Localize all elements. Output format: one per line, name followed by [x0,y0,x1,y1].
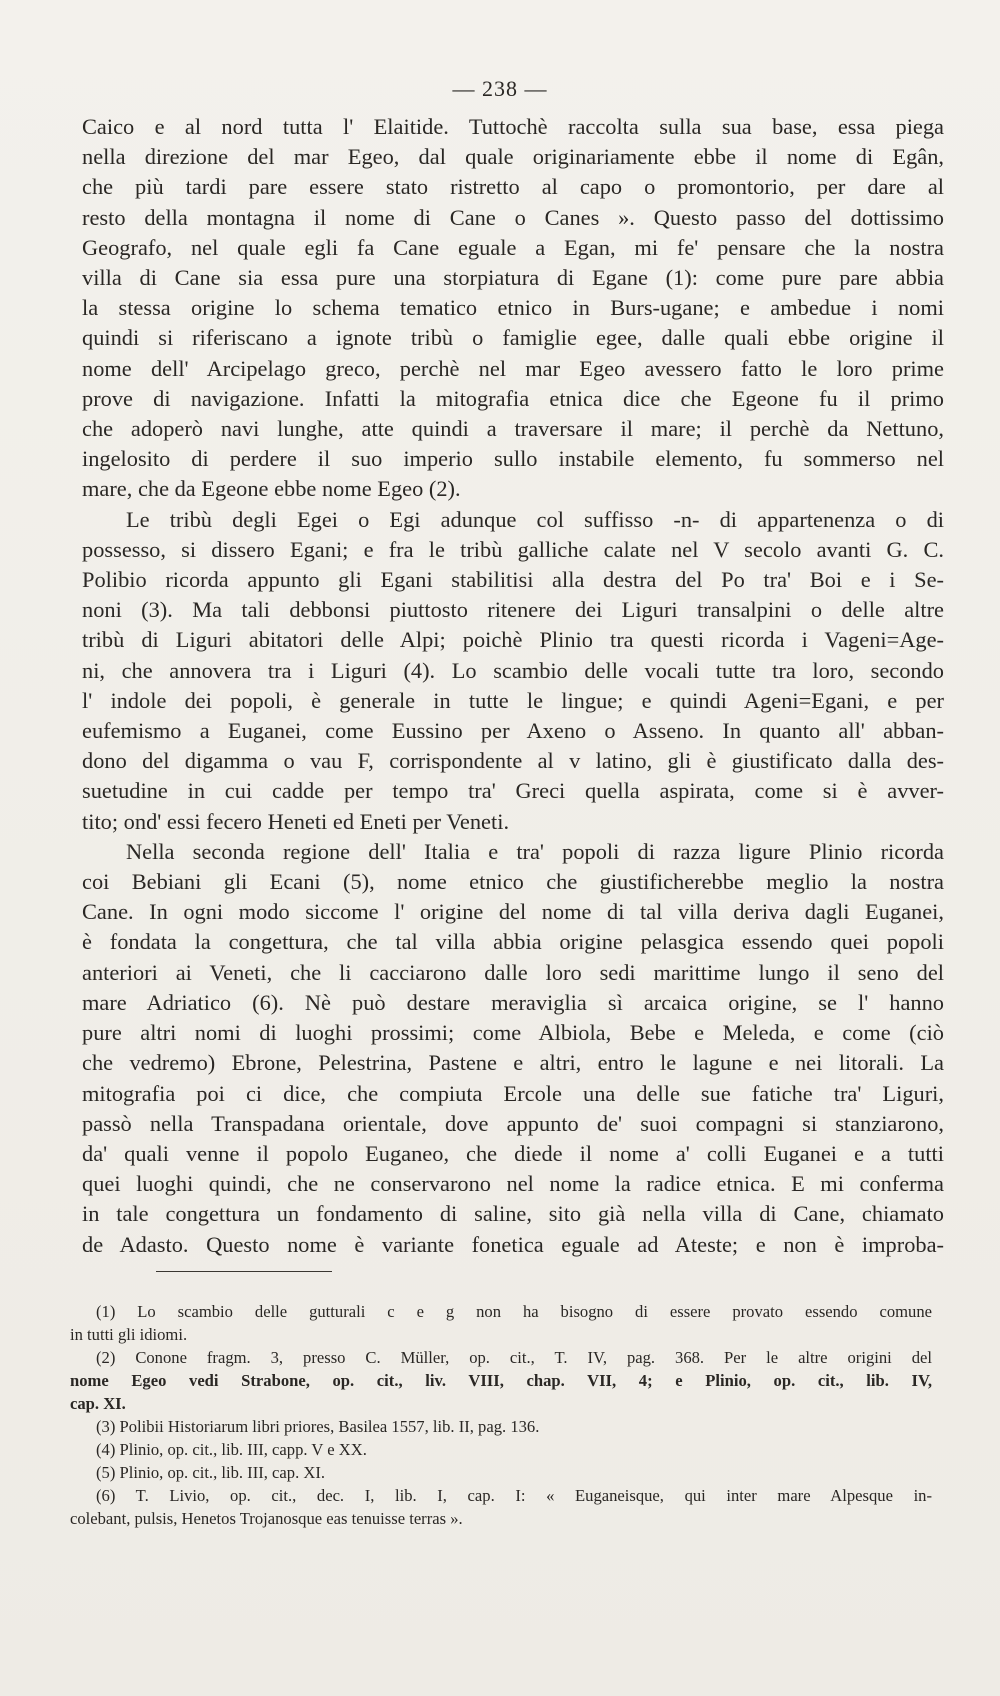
text-line: quindi si riferiscano a ignote tribù o famiglie egee, dalle quali ebbe origine il [82,325,944,351]
text-line: prove di navigazione. Infatti la mitografia etnica dice che Egeone fu il primo [82,385,944,411]
footnote-separator [156,1271,332,1272]
text-line: suetudine in cui cadde per tempo tra' Greci quella aspirata, come si è avver- [82,778,944,804]
text-line: Nella seconda regione dell' Italia e tra' popoli di razza ligure Plinio ricorda [126,838,944,864]
footnote-line: in tutti gli idiomi. [70,1325,188,1344]
footnote-line: (1) Lo scambio delle gutturali c e g non ha bisogno di essere provato essendo comune [96,1302,932,1321]
text-line: in tale congettura un fondamento di saline, sito già nella villa di Cane, chiamato [82,1201,944,1227]
footnote-line: (5) Plinio, op. cit., lib. III, cap. XI. [96,1463,326,1482]
text-line: noni (3). Ma tali debbonsi piuttosto ritenere dei Liguri transalpini o delle altre [82,597,944,623]
text-line: mare Adriatico (6). Nè può destare meraviglia sì arcaica origine, se l' hanno [82,989,944,1015]
text-line: nome dell' Arcipelago greco, perchè nel mar Egeo avessero fatto le loro prime [82,355,944,381]
text-line: Cane. In ogni modo siccome l' origine del nome di tal villa deriva dagli Euganei, [82,899,944,925]
footnote-line: (6) T. Livio, op. cit., dec. I, lib. I, cap. I: « Euganeisque, qui inter mare Alpesque in- [96,1486,932,1505]
text-line: è fondata la congettura, che tal villa abbia origine pelasgica essendo quei popoli [82,929,944,955]
text-line: tribù di Liguri abitatori delle Alpi; poichè Plinio tra questi ricorda i Vageni=Age- [82,627,944,653]
text-line: resto della montagna il nome di Cane o Canes ». Questo passo del dottissimo [82,204,944,230]
text-line: eufemismo a Euganei, come Eussino per Axeno o Asseno. In quanto all' abban- [82,718,944,744]
body-text [82,112,944,1260]
text-line: che adoperò navi lunghe, atte quindi a traversare il mare; il perchè da Nettuno, [82,416,944,442]
text-line: coi Bebiani gli Ecani (5), nome etnico che giustificherebbe meglio la nostra [82,869,944,895]
footnote-line: (4) Plinio, op. cit., lib. III, capp. V e XX. [96,1440,367,1459]
text-line: da' quali venne il popolo Euganeo, che diede il nome a' colli Euganei e a tutti [82,1140,944,1166]
text-line: de Adasto. Questo nome è variante fonetica eguale ad Ateste; e non è improba- [82,1231,944,1257]
footnote-line: colebant, pulsis, Henetos Trojanosque eas tenuisse terras ». [70,1509,463,1528]
text-line: villa di Cane sia essa pure una storpiatura di Egane (1): come pure pare abbia [82,265,944,291]
footnote-line: nome Egeo vedi Strabone, op. cit., liv. VIII, chap. VII, 4; e Plinio, op. cit., lib. IV, [70,1371,932,1390]
text-line: dono del digamma o vau F, corrispondente al v latino, gli è giustificato dalla des- [82,748,944,774]
text-line: ingelosito di perdere il suo imperio sullo instabile elemento, fu sommerso nel [82,446,944,472]
footnotes [70,1300,932,1530]
text-line: Caico e al nord tutta l' Elaitide. Tuttochè raccolta sulla sua base, essa piega [82,114,944,139]
text-line: possesso, si dissero Egani; e fra le tribù galliche calate nel V secolo avanti G. C. [82,536,944,562]
text-line: mitografia poi ci dice, che compiuta Ercole una delle sue fatiche tra' Liguri, [82,1080,944,1106]
text-line: mare, che da Egeone ebbe nome Egeo (2). [82,476,461,502]
text-line: anteriori ai Veneti, che li cacciarono dalle loro sedi marittime lungo il seno del [82,959,944,985]
text-line: passò nella Transpadana orientale, dove appunto de' suoi compagni si stanziarono, [82,1110,944,1136]
text-line: che più tardi pare essere stato ristretto al capo o promontorio, per dare al [82,174,944,200]
text-line: Polibio ricorda appunto gli Egani stabilitisi alla destra del Po tra' Boi e i Se- [82,567,944,593]
footnote-line: (2) Conone fragm. 3, presso C. Müller, op. cit., T. IV, pag. 368. Per le altre origini del [96,1348,932,1367]
footnote-line: cap. XI. [70,1394,126,1413]
text-line: la stessa origine lo schema tematico etnico in Burs-ugane; e ambedue i nomi [82,295,944,321]
text-line: che vedremo) Ebrone, Pelestrina, Pastene e altri, entro le lagune e nei litorali. La [82,1050,944,1076]
text-line: ni, che annovera tra i Liguri (4). Lo scambio delle vocali tutte tra loro, secondo [82,657,944,683]
text-line: Geografo, nel quale egli fa Cane eguale a Egan, mi fe' pensare che la nostra [82,234,944,260]
text-line: quei luoghi quindi, che ne conservarono nel nome la radice etnica. E mi conferma [82,1171,944,1197]
footnote-line: (3) Polibii Historiarum libri priores, Basilea 1557, lib. II, pag. 136. [96,1417,540,1436]
text-line: l' indole dei popoli, è generale in tutte le lingue; e quindi Ageni=Egani, e per [82,687,944,713]
text-line: nella direzione del mar Egeo, dal quale originariamente ebbe il nome di Egân, [82,144,944,170]
text-line: pure altri nomi di luoghi prossimi; come Albiola, Bebe e Meleda, e come (ciò [82,1020,944,1046]
page-number: — 238 — [452,76,548,101]
text-line: tito; ond' essi fecero Heneti ed Eneti per Veneti. [82,808,510,834]
text-line: Le tribù degli Egei o Egi adunque col suffisso -n- di appartenenza o di [126,506,944,532]
